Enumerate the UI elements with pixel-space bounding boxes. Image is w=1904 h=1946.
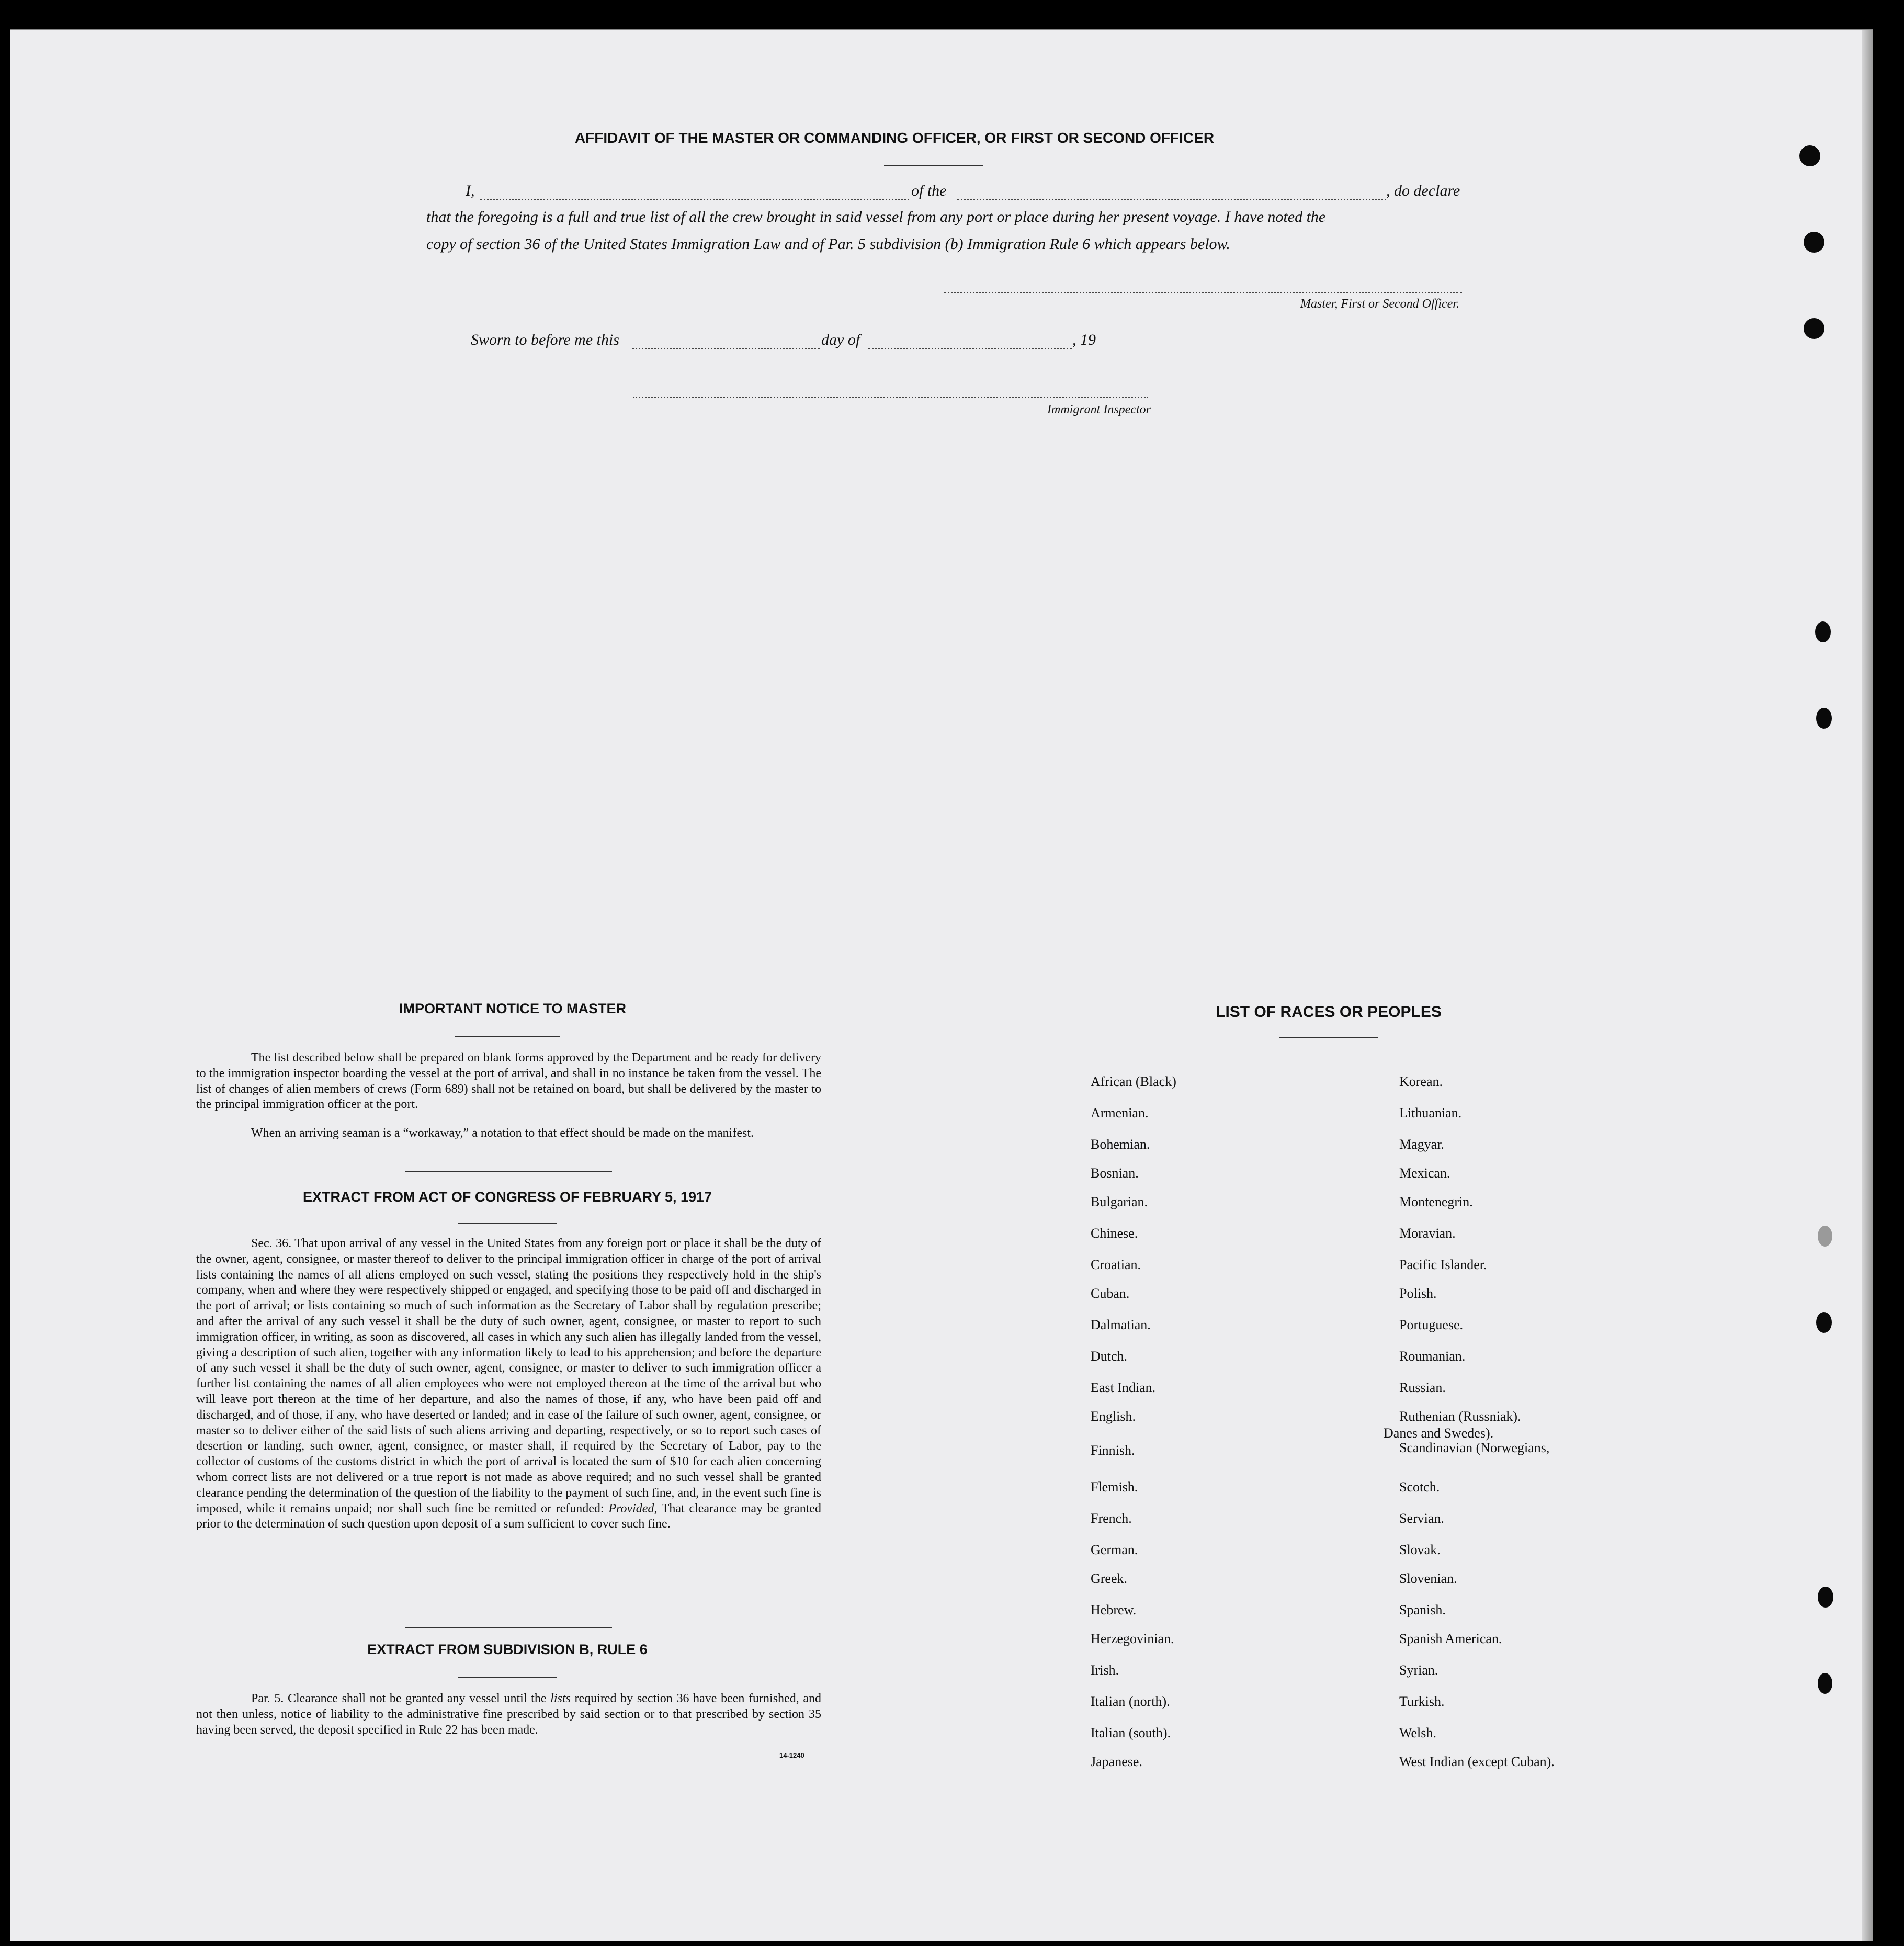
race-item: Spanish American. (1399, 1631, 1502, 1646)
race-item: Bosnian. (1091, 1166, 1139, 1181)
binder-hole (1804, 318, 1824, 339)
affidavit-vessel-field[interactable] (957, 199, 1386, 200)
race-item: Pacific Islander. (1399, 1257, 1487, 1272)
race-item: German. (1091, 1542, 1138, 1557)
affidavit-name-field[interactable] (480, 199, 909, 200)
affidavit-of-the-label: of the (911, 182, 947, 199)
race-item: Italian (south). (1091, 1725, 1171, 1740)
affidavit-title-rule (884, 165, 983, 166)
race-item: Cuban. (1091, 1286, 1130, 1301)
race-item: Spanish. (1399, 1602, 1446, 1617)
race-item: African (Black) (1091, 1074, 1176, 1089)
race-item: Scandinavian (Norwegians, (1399, 1440, 1550, 1455)
race-item: Turkish. (1399, 1694, 1445, 1709)
act-sec-label: Sec. 36. (251, 1237, 292, 1250)
act-extract-title-rule (458, 1223, 557, 1224)
rule-extract-text (196, 1691, 821, 1738)
race-item: French. (1091, 1511, 1132, 1526)
year-label: , 19 (1072, 331, 1096, 348)
binder-hole (1804, 232, 1824, 253)
rule-extract-lists-word: lists (550, 1692, 571, 1705)
binder-hole (1816, 1312, 1832, 1333)
binder-hole (1818, 1226, 1832, 1247)
inspector-signature-field[interactable] (633, 397, 1148, 398)
race-item: Portuguese. (1399, 1317, 1464, 1332)
race-item: Mexican. (1399, 1166, 1450, 1181)
affidavit-line-2: that the foregoing is a full and true list of all the crew brought in said vessel from any port or place during her present voyage. I have noted the (426, 208, 1326, 225)
sworn-month-field[interactable] (868, 348, 1072, 349)
form-number: 14-1240 (779, 1751, 804, 1759)
sworn-line (471, 331, 1151, 352)
binder-hole (1815, 621, 1831, 642)
notice-paragraph-1-text: The list described below shall be prepared on blank forms approved by the Department and be ready for delivery to the immigration inspector boarding the vessel at the port of arrival, and shall in no instance be taken from the vessel. The list of changes of alien members of crews (Form 689) shall not be retained on board, but shall be delivered by the master to the principal immigration officer at the port. (196, 1051, 821, 1112)
race-item: Japanese. (1091, 1754, 1142, 1769)
act-provided-word: Provided, (608, 1501, 658, 1515)
master-signature-label: Master, First or Second Officer. (1300, 297, 1459, 311)
notice-paragraph-2-text: When an arriving seaman is a “workaway,” a notation to that effect should be made on the manifest. (251, 1126, 754, 1140)
bleed-through-text (366, 109, 373, 139)
race-item: Roumanian. (1399, 1349, 1466, 1364)
race-item: Slovak. (1399, 1542, 1441, 1557)
act-extract-text (196, 1236, 821, 1532)
race-item: Flemish. (1091, 1479, 1138, 1495)
sheet-edge-shadow (1862, 30, 1873, 1941)
race-item: Moravian. (1399, 1226, 1456, 1241)
affidavit-declaration-line (466, 182, 1470, 203)
race-item: Croatian. (1091, 1257, 1141, 1272)
rule-extract-title-rule (458, 1677, 557, 1678)
act-extract-body: That upon arrival of any vessel in the United States from any foreign port or place it shall be the duty of the owner, agent, consignee, or master thereof to deliver to the principal immigration officer in charge of the port of arrival lists containing the names of all aliens employed on such vessel, stating the positions they respectively hold in the ship's company, when and where they were respectively shipped or engaged, and specifying those to be paid off and discharged in the port of arrival; or lists containing so much of such information as the Secretary of Labor shall by regulation prescribe; and after the arrival of any such vessel it shall be the duty of such owner, agent, consignee, or master to report to such immigration officer, in writing, as soon as discovered, all cases in which any such alien has illegally landed from the vessel, giving a description of such alien, together with any information likely to lead to his apprehension; and before the departure of any such vessel it shall be the duty of such owner, agent, consignee, or master to deliver to such immigration officer a further list containing the names of all alien employees who were not employed thereon at the time of the arrival but who will leave port thereon at the time of her departure, and also the names of those, if any, who have been paid off and discharged, and of those, if any, who have deserted or landed; and in case of the failure of such owner, agent, consignee, or master so to deliver either of the said lists of such aliens arriving and departing, respectively, or so to report such cases of desertion or landing, such owner, agent, consignee, or master shall, if required by the Secretary of Labor, pay to the collector of customs of the customs district in which the port of arrival is located the sum of $10 for each alien concerning whom correct lists are not delivered or a true report is not made as above required; and no such vessel shall be granted clearance pending the determination of the question of the liability to the payment of such fine, and, in the event such fine is imposed, while it remains unpaid; nor shall such fine be remitted or refunded: (196, 1237, 821, 1515)
affidavit-title: AFFIDAVIT OF THE MASTER OR COMMANDING OFFICER, OR FIRST OR SECOND OFFICER (574, 130, 1215, 146)
rule-extract-body-b: required by section 36 have been furnished, and not then unless, notice of liability to the administrative fine prescribed by said section or to that prescribed by section 35 having been served, the deposit specified in Rule 22 has been made. (196, 1692, 822, 1737)
binder-hole (1799, 145, 1820, 166)
race-item: Italian (north). (1091, 1694, 1170, 1709)
race-item: Lithuanian. (1399, 1105, 1462, 1121)
race-item: East Indian. (1091, 1380, 1156, 1395)
race-item: Greek. (1091, 1571, 1128, 1586)
race-item: Chinese. (1091, 1226, 1138, 1241)
race-item: English. (1091, 1409, 1136, 1424)
rule-extract-body-a: Par. 5. Clearance shall not be granted any vessel until the (251, 1692, 547, 1705)
notice-divider (405, 1171, 612, 1172)
race-item: Finnish. (1091, 1443, 1135, 1458)
race-item: Irish. (1091, 1662, 1119, 1678)
race-item: Montenegrin. (1399, 1194, 1473, 1209)
race-item: Dalmatian. (1091, 1317, 1151, 1332)
notice-title-rule (455, 1036, 560, 1037)
affidavit-line-3: copy of section 36 of the United States Immigration Law and of Par. 5 subdivision (b) Immigration Rule 6 which appears below. (426, 235, 1230, 253)
race-item: Armenian. (1091, 1105, 1149, 1121)
act-extract-divider (405, 1627, 612, 1628)
race-item: Herzegovinian. (1091, 1631, 1174, 1646)
races-title: LIST OF RACES OR PEOPLES (1216, 1003, 1442, 1021)
race-item: West Indian (except Cuban). (1399, 1754, 1555, 1769)
binder-hole (1816, 708, 1832, 729)
document-page (10, 29, 1873, 1941)
rule-extract-title: EXTRACT FROM SUBDIVISION B, RULE 6 (367, 1642, 648, 1657)
affidavit-do-declare: , do declare (1386, 182, 1460, 199)
act-extract-title: EXTRACT FROM ACT OF CONGRESS OF FEBRUARY 5, 1917 (302, 1189, 712, 1205)
day-of-label: day of (821, 331, 860, 348)
binder-hole (1818, 1673, 1832, 1694)
race-item: Bohemian. (1091, 1137, 1150, 1152)
race-item: Bulgarian. (1091, 1194, 1148, 1209)
act-extract-body-end: That clearance may be granted prior to the determination of such question upon deposit of a sum sufficient to cover such fine. (196, 1501, 822, 1531)
race-item: Scotch. (1399, 1479, 1440, 1495)
race-item: Hebrew. (1091, 1602, 1137, 1617)
race-scandinavian-line-2: Danes and Swedes). (1384, 1425, 1494, 1441)
notice-paragraph-1 (196, 1050, 821, 1113)
race-item: Magyar. (1399, 1137, 1444, 1152)
race-item: Syrian. (1399, 1662, 1438, 1678)
race-item: Korean. (1399, 1074, 1443, 1089)
sworn-day-field[interactable] (632, 348, 820, 349)
race-item: Slovenian. (1399, 1571, 1457, 1586)
inspector-label: Immigrant Inspector (1047, 403, 1151, 416)
affidavit-i-label: I, (466, 182, 475, 199)
notice-paragraph-2 (196, 1126, 821, 1141)
notice-title: IMPORTANT NOTICE TO MASTER (399, 1001, 626, 1016)
race-item: Ruthenian (Russniak). (1399, 1409, 1521, 1424)
race-item: Polish. (1399, 1286, 1437, 1301)
race-item: Dutch. (1091, 1349, 1128, 1364)
sworn-label: Sworn to before me this (471, 331, 619, 348)
races-title-rule (1279, 1037, 1378, 1038)
master-signature-field[interactable] (944, 292, 1462, 293)
binder-hole (1818, 1587, 1833, 1608)
race-item: Servian. (1399, 1511, 1444, 1526)
race-item: Russian. (1399, 1380, 1446, 1395)
race-item: Welsh. (1399, 1725, 1436, 1740)
